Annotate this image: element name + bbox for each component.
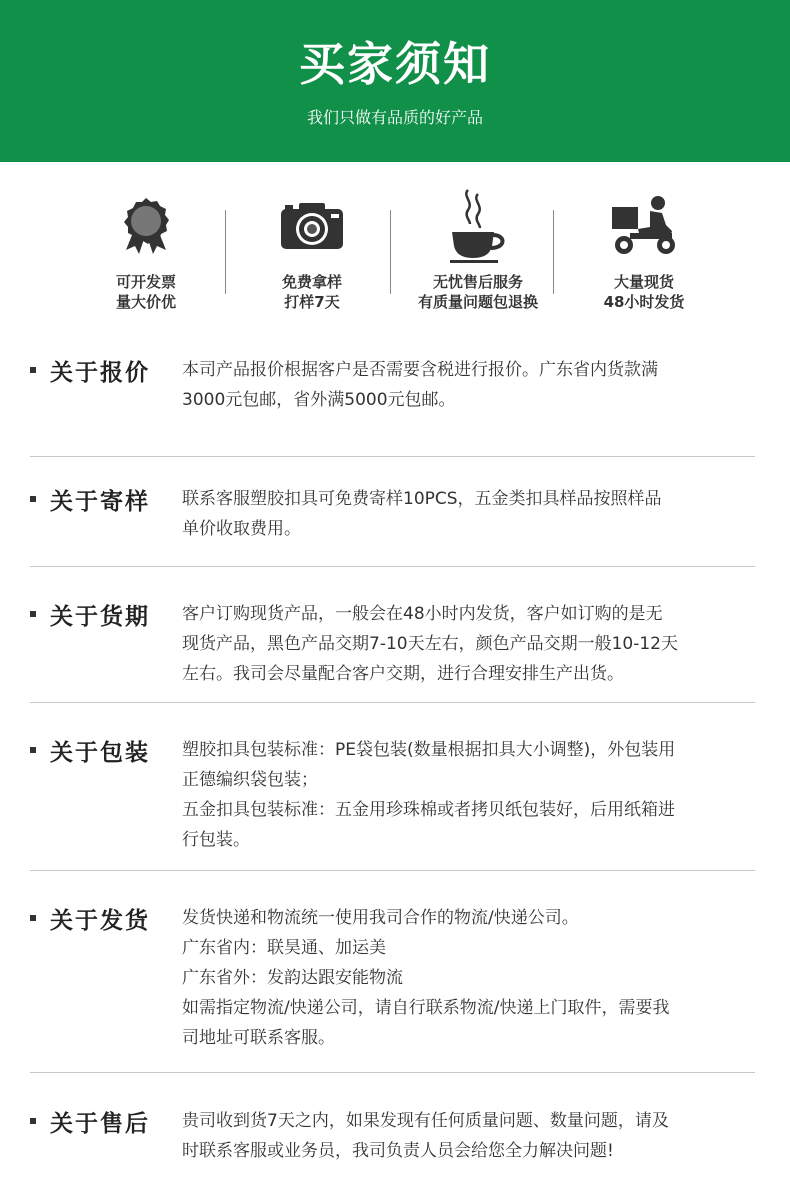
header-banner [0,0,790,162]
divider [30,870,755,871]
section-body [182,599,764,689]
feature-divider [553,210,554,294]
divider [30,1072,755,1073]
section-body [182,735,764,855]
section-line: 行包装。 [182,830,250,850]
feature-aftersales [395,182,561,312]
section-title: 关于寄样 [50,488,150,515]
feature-line1: 可开发票 [115,273,176,291]
bullet-icon [30,611,36,617]
section-line: 单价收取费用。 [182,519,301,539]
section-line: 联系客服塑胶扣具可免费寄样10PCS，五金类扣具样品按照样品 [182,489,662,509]
feature-line1: 大量现货 [613,273,674,291]
section-line: 现货产品，黑色产品交期7-10天左右，颜色产品交期一般10-12天 [182,634,678,654]
section-body [182,484,764,544]
page-title: 买家须知 [299,37,491,91]
section-line: 如需指定物流/快递公司，请自行联系物流/快递上门取件，需要我 [182,998,670,1018]
feature-line2: 量大价优 [115,293,176,311]
section-title: 关于包装 [50,739,150,766]
divider [30,702,755,703]
camera-icon [229,186,395,266]
divider [30,566,755,567]
award-ribbon-icon [63,186,229,266]
section-title: 关于售后 [50,1110,150,1137]
section-line: 左右。我司会尽量配合客户交期，进行合理安排生产出货。 [182,664,624,684]
bullet-icon [30,367,36,373]
divider [30,456,755,457]
feature-divider [225,210,226,294]
feature-divider [390,210,391,294]
section-line: 时联系客服或业务员，我司负责人员会给您全力解决问题! [182,1141,614,1161]
feature-line2: 48小时发货 [603,293,685,311]
section-line: 广东省外：发韵达跟安能物流 [182,968,403,988]
section-body [182,1106,764,1166]
feature-sample [229,182,395,312]
bullet-icon [30,496,36,502]
section-title: 关于发货 [50,907,150,934]
section-line: 五金扣具包装标准：五金用珍珠棉或者拷贝纸包装好，后用纸箱进 [182,800,675,820]
section-line: 发货快递和物流统一使用我司合作的物流/快递公司。 [182,908,579,928]
feature-line1: 免费拿样 [281,273,342,291]
coffee-cup-icon [395,186,561,266]
section-line: 塑胶扣具包装标准：PE袋包装(数量根据扣具大小调整)，外包装用 [182,740,676,760]
bullet-icon [30,915,36,921]
section-line: 3000元包邮，省外满5000元包邮。 [182,390,456,410]
section-line: 正德编织袋包装； [182,770,318,790]
section-line: 本司产品报价根据客户是否需要含税进行报价。广东省内货款满 [182,360,658,380]
feature-line2: 打样7天 [284,293,340,311]
delivery-scooter-icon [561,186,727,266]
feature-line1: 无忧售后服务 [432,273,523,291]
section-body [182,903,764,1053]
section-line: 司地址可联系客服。 [182,1028,335,1048]
bullet-icon [30,747,36,753]
section-line: 贵司收到货7天之内，如果发现有任何质量问题、数量问题，请及 [182,1111,669,1131]
section-title: 关于报价 [50,359,150,386]
page-subtitle: 我们只做有品质的好产品 [306,108,483,127]
feature-line2: 有质量问题包退换 [417,293,538,311]
feature-stock [561,182,727,312]
section-title: 关于货期 [50,603,150,630]
section-line: 客户订购现货产品，一般会在48小时内发货，客户如订购的是无 [182,604,663,624]
section-line: 广东省内：联昊通、加运美 [182,938,386,958]
feature-invoice [63,182,229,312]
bullet-icon [30,1118,36,1124]
feature-row [63,182,727,312]
section-body [182,355,764,415]
